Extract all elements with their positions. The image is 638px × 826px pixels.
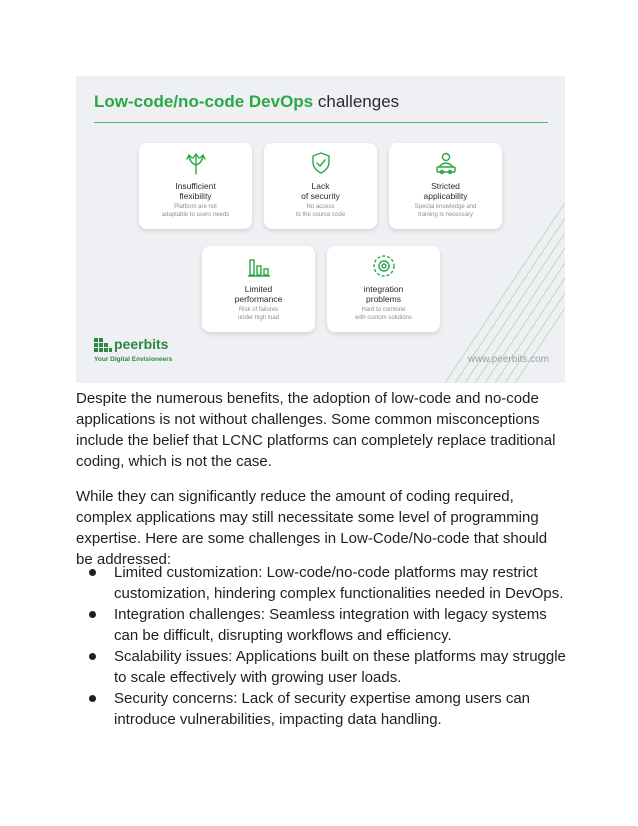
card-title: Insufficient flexibility xyxy=(175,181,216,201)
card-title: Limited performance xyxy=(234,284,283,304)
card-description: No access to the source code xyxy=(295,204,346,218)
bar-chart-icon xyxy=(202,254,315,278)
logo-name: peerbits xyxy=(114,336,169,352)
title-divider xyxy=(94,122,548,123)
list-item: Security concerns: Lack of security expertise among users can introduce vulnerabilities, impacting data handling. xyxy=(76,688,566,730)
website-url: www.peerbits.com xyxy=(467,354,549,365)
card-insufficient-flexibility xyxy=(139,143,252,229)
bullet-icon xyxy=(89,695,96,702)
peerbits-logo-mark xyxy=(94,338,112,354)
card-title: Lack of security xyxy=(301,181,340,201)
card-description: Platform are not adaptable to users needs xyxy=(161,204,230,218)
shield-check-icon xyxy=(264,151,377,175)
arrows-branch-icon xyxy=(139,151,252,175)
infographic xyxy=(76,76,565,383)
card-description: Special knowledge and training is necessary xyxy=(414,204,477,218)
card-lack-of-security xyxy=(264,143,377,229)
list-item: Limited customization: Low-code/no-code platforms may restrict customization, hindering complex functionalities needed in DevOps. xyxy=(76,562,566,604)
card-title: integration problems xyxy=(363,284,404,304)
paragraph-challenges: While they can significantly reduce the amount of coding required, complex applications may still necessitate some level of programming expertise. Here are some challenges in Low-Code/No-code that should be addressed: xyxy=(76,488,548,568)
logo-tagline: Your Digital Envisioneers xyxy=(94,356,173,363)
bullet-icon xyxy=(89,653,96,660)
card-description: Risk of failures under high load xyxy=(237,307,280,321)
card-integration-problems xyxy=(327,246,440,332)
card-description: Hard to combine with custom solutions xyxy=(354,307,413,321)
list-item: Integration challenges: Seamless integration with legacy systems can be difficult, disrupting workflows and efficiency. xyxy=(76,604,566,646)
list-item: Scalability issues: Applications built on these platforms may struggle to scale effectively with growing user loads. xyxy=(76,646,566,688)
user-gear-icon xyxy=(389,151,502,175)
paragraph-intro: Despite the numerous benefits, the adoption of low-code and no-code applications is not without challenges. Some common misconceptions include the belief that LCNC platforms can completely replace traditional coding, which is not the case. xyxy=(76,390,556,470)
card-stricted-applicability xyxy=(389,143,502,229)
card-title: Stricted applicability xyxy=(423,181,468,201)
card-limited-performance xyxy=(202,246,315,332)
bullet-icon xyxy=(89,611,96,618)
challenge-list xyxy=(76,562,566,730)
infographic-title: Low-code/no-code DevOps challenges xyxy=(94,92,400,111)
bullet-icon xyxy=(89,569,96,576)
gear-circle-icon xyxy=(327,254,440,278)
